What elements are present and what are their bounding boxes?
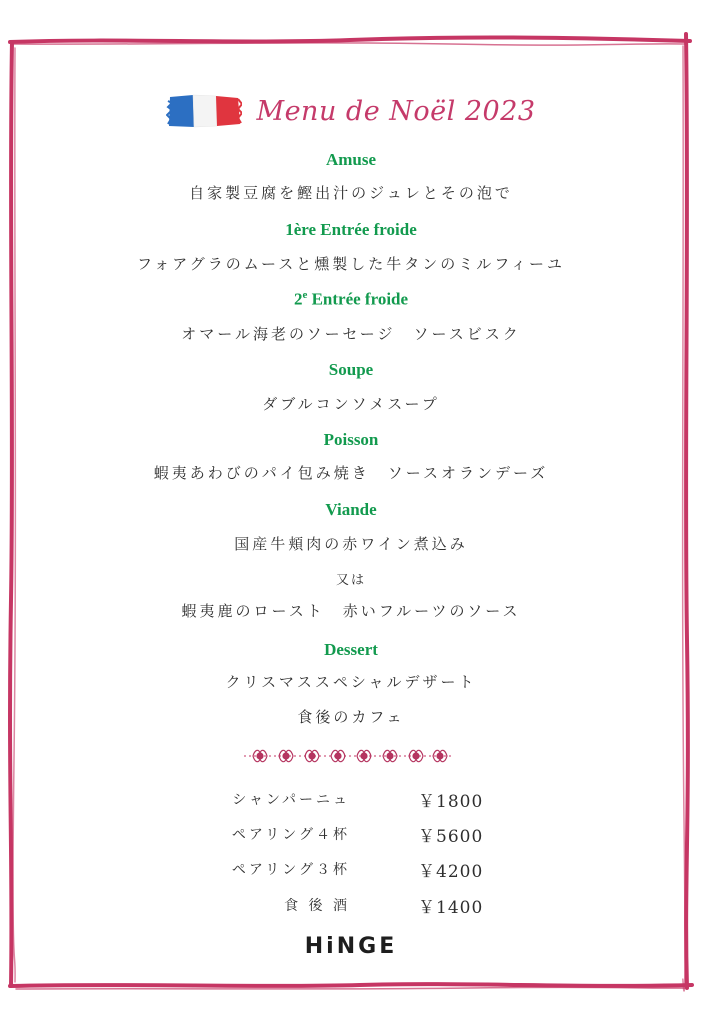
drink-row — [0, 824, 702, 846]
drink-row — [0, 895, 702, 917]
dish-dessert: クリスマススペシャルデザート — [225, 673, 477, 691]
course-heading-entree-1: 1ère Entrée froide — [285, 220, 417, 239]
course-heading-dessert: Dessert — [324, 640, 378, 659]
drink-price: ￥1400 — [418, 898, 484, 918]
drink-price: ￥4200 — [418, 862, 484, 882]
brand-logo: HiNGE — [304, 934, 398, 959]
menu-title: Menu de Noël 2023 — [256, 95, 536, 127]
course-heading-amuse: Amuse — [325, 150, 377, 169]
dish-entree-1: フォアグラのムースと燻製した牛タンのミルフィーユ — [136, 255, 566, 273]
french-flag-icon — [166, 91, 242, 131]
dish-entree-2: オマール海老のソーセージ ソースビスク — [181, 325, 521, 343]
dish-poisson: 蝦夷あわびのパイ包み焼き ソースオランデーズ — [153, 464, 549, 482]
drink-name: ペアリング３杯 — [231, 862, 350, 878]
drink-name: 食 後 酒 — [284, 898, 350, 914]
course-name-rest: Entrée froide — [307, 289, 409, 309]
course-heading-soupe: Soupe — [328, 360, 374, 379]
course-heading-poisson: Poisson — [323, 430, 379, 449]
course-number: 2 — [293, 289, 303, 309]
dish-cafe: 食後のカフェ — [297, 708, 405, 726]
drink-price: ￥1800 — [418, 792, 484, 812]
course-ordinal-suffix: e — [302, 289, 308, 301]
or-separator: 又は — [335, 573, 366, 588]
drink-name: シャンパーニュ — [232, 792, 350, 808]
ornament-divider — [244, 746, 454, 766]
dish-soupe: ダブルコンソメスープ — [262, 395, 440, 413]
drink-price: ￥5600 — [418, 827, 484, 847]
drink-row — [0, 789, 702, 811]
course-heading-viande: Viande — [325, 500, 377, 519]
dish-viande-1: 国産牛頬肉の赤ワイン煮込み — [234, 535, 468, 553]
drink-row — [0, 859, 702, 881]
course-heading-entree-2 — [0, 289, 702, 310]
menu-header — [0, 88, 702, 134]
dish-viande-2: 蝦夷鹿のロースト 赤いフルーツのソース — [181, 602, 521, 620]
drink-name: ペアリング４杯 — [231, 827, 350, 843]
dish-amuse: 自家製豆腐を鰹出汁のジュレとその泡で — [189, 184, 513, 202]
